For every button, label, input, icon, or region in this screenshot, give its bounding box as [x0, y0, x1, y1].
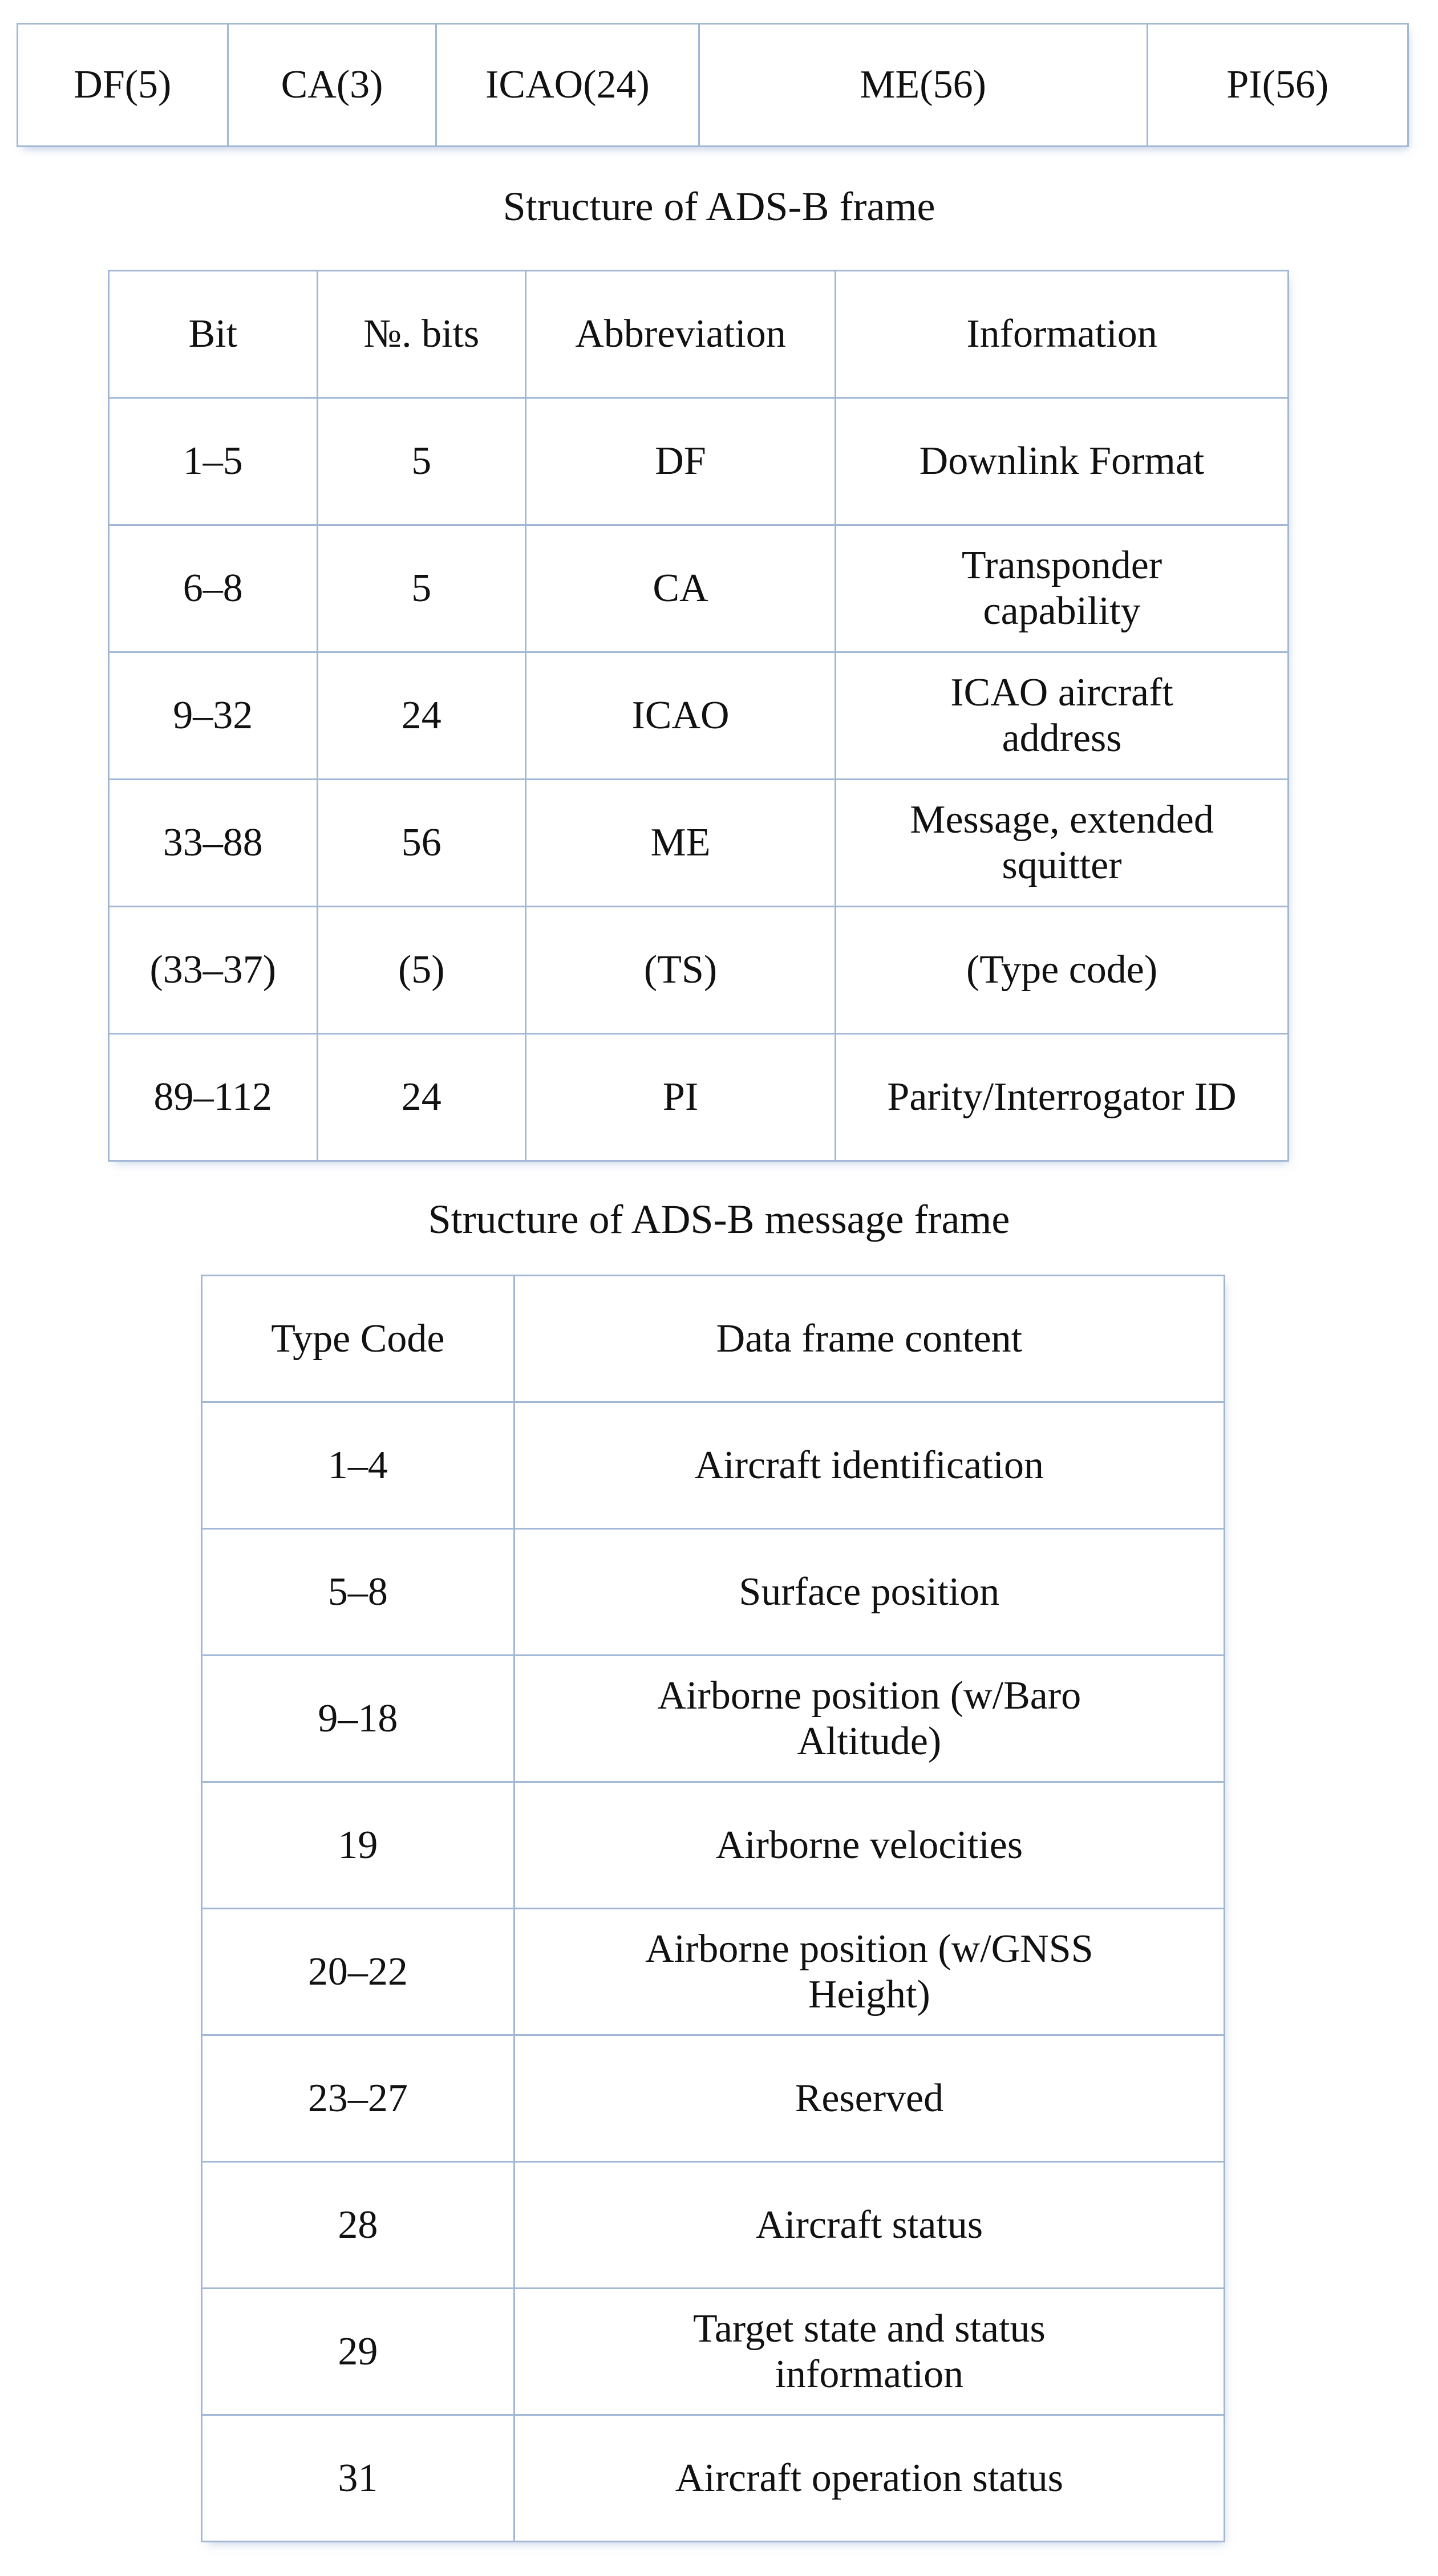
table-row [202, 2289, 1224, 2416]
table-cell: Airborne position (w/Baro Altitude) [657, 1673, 1081, 1763]
table-cell: CA [526, 526, 836, 651]
caption-message-frame-structure: Structure of ADS-B message frame [428, 1196, 1010, 1242]
table-cell: 19 [202, 1783, 515, 1908]
adsb-frame-bit-table [108, 270, 1289, 1162]
table-header-row [110, 271, 1287, 399]
table-row [202, 2163, 1224, 2289]
table-cell: 89–112 [110, 1035, 318, 1160]
table-cell: Aircraft operation status [675, 2456, 1064, 2500]
table-header-row [202, 1276, 1224, 1403]
table-row [110, 1035, 1287, 1160]
table-cell: 1–5 [110, 399, 318, 524]
table-cell: 29 [202, 2289, 515, 2414]
caption-frame-structure: Structure of ADS-B frame [503, 184, 935, 229]
header-data-frame-content: Data frame content [716, 1316, 1023, 1361]
table-cell: Surface position [739, 1569, 1000, 1614]
table-row [202, 1909, 1224, 2036]
header-abbreviation: Abbreviation [526, 271, 836, 397]
table-row [110, 780, 1287, 907]
table-cell: 33–88 [110, 780, 318, 906]
table-cell: 5 [318, 399, 527, 524]
adsb-frame-diagram [17, 23, 1409, 147]
table-cell: 24 [318, 653, 527, 778]
table-row [202, 2416, 1224, 2541]
table-cell: ICAO [526, 653, 836, 778]
table-row [110, 907, 1287, 1035]
table-cell: 5 [318, 526, 527, 651]
table-cell: 9–18 [202, 1656, 515, 1781]
table-row [202, 1656, 1224, 1783]
table-row [110, 526, 1287, 653]
table-cell: Downlink Format [919, 439, 1205, 483]
table-cell: ME [526, 780, 836, 906]
table-cell: (Type code) [966, 948, 1158, 992]
frame-field-ca: CA(3) [229, 25, 438, 145]
table-cell: Airborne velocities [715, 1823, 1023, 1867]
table-cell: Transponder capability [961, 543, 1162, 633]
table-cell: 20–22 [202, 1909, 515, 2034]
table-row [110, 653, 1287, 780]
table-cell: Aircraft identification [694, 1443, 1044, 1487]
table-row [202, 1783, 1224, 1909]
table-cell: Message, extended squitter [910, 798, 1214, 887]
table-cell: Target state and status information [692, 2306, 1046, 2396]
header-information: Information [966, 312, 1157, 356]
table-cell: ICAO aircraft address [950, 671, 1173, 760]
frame-field-pi: PI(56) [1226, 63, 1329, 107]
table-cell: 1–4 [202, 1403, 515, 1528]
table-row [202, 1530, 1224, 1656]
table-cell: Aircraft status [755, 2202, 983, 2247]
table-cell: (33–37) [110, 907, 318, 1033]
header-bit: Bit [110, 271, 318, 397]
table-cell: PI [526, 1035, 836, 1160]
table-cell: 56 [318, 780, 527, 906]
table-row [110, 399, 1287, 526]
frame-field-df: DF(5) [18, 25, 229, 145]
table-cell: 28 [202, 2163, 515, 2287]
type-code-table [201, 1275, 1225, 2542]
header-type-code: Type Code [202, 1276, 515, 1401]
table-cell: Reserved [795, 2076, 944, 2120]
table-cell: 31 [202, 2416, 515, 2541]
table-row [202, 1403, 1224, 1530]
table-cell: 24 [318, 1035, 527, 1160]
table-cell: Airborne position (w/GNSS Height) [645, 1926, 1093, 2017]
frame-field-icao: ICAO(24) [437, 25, 699, 145]
frame-field-me: ME(56) [700, 25, 1148, 145]
table-cell: 5–8 [202, 1530, 515, 1654]
header-no-bits: №. bits [318, 271, 527, 397]
table-cell: (TS) [526, 907, 836, 1033]
table-cell: (5) [318, 907, 527, 1033]
table-cell: Parity/Interrogator ID [887, 1075, 1237, 1119]
table-cell: 23–27 [202, 2036, 515, 2161]
table-cell: 9–32 [110, 653, 318, 778]
table-cell: 6–8 [110, 526, 318, 651]
table-cell: DF [526, 399, 836, 524]
table-row [202, 2036, 1224, 2163]
